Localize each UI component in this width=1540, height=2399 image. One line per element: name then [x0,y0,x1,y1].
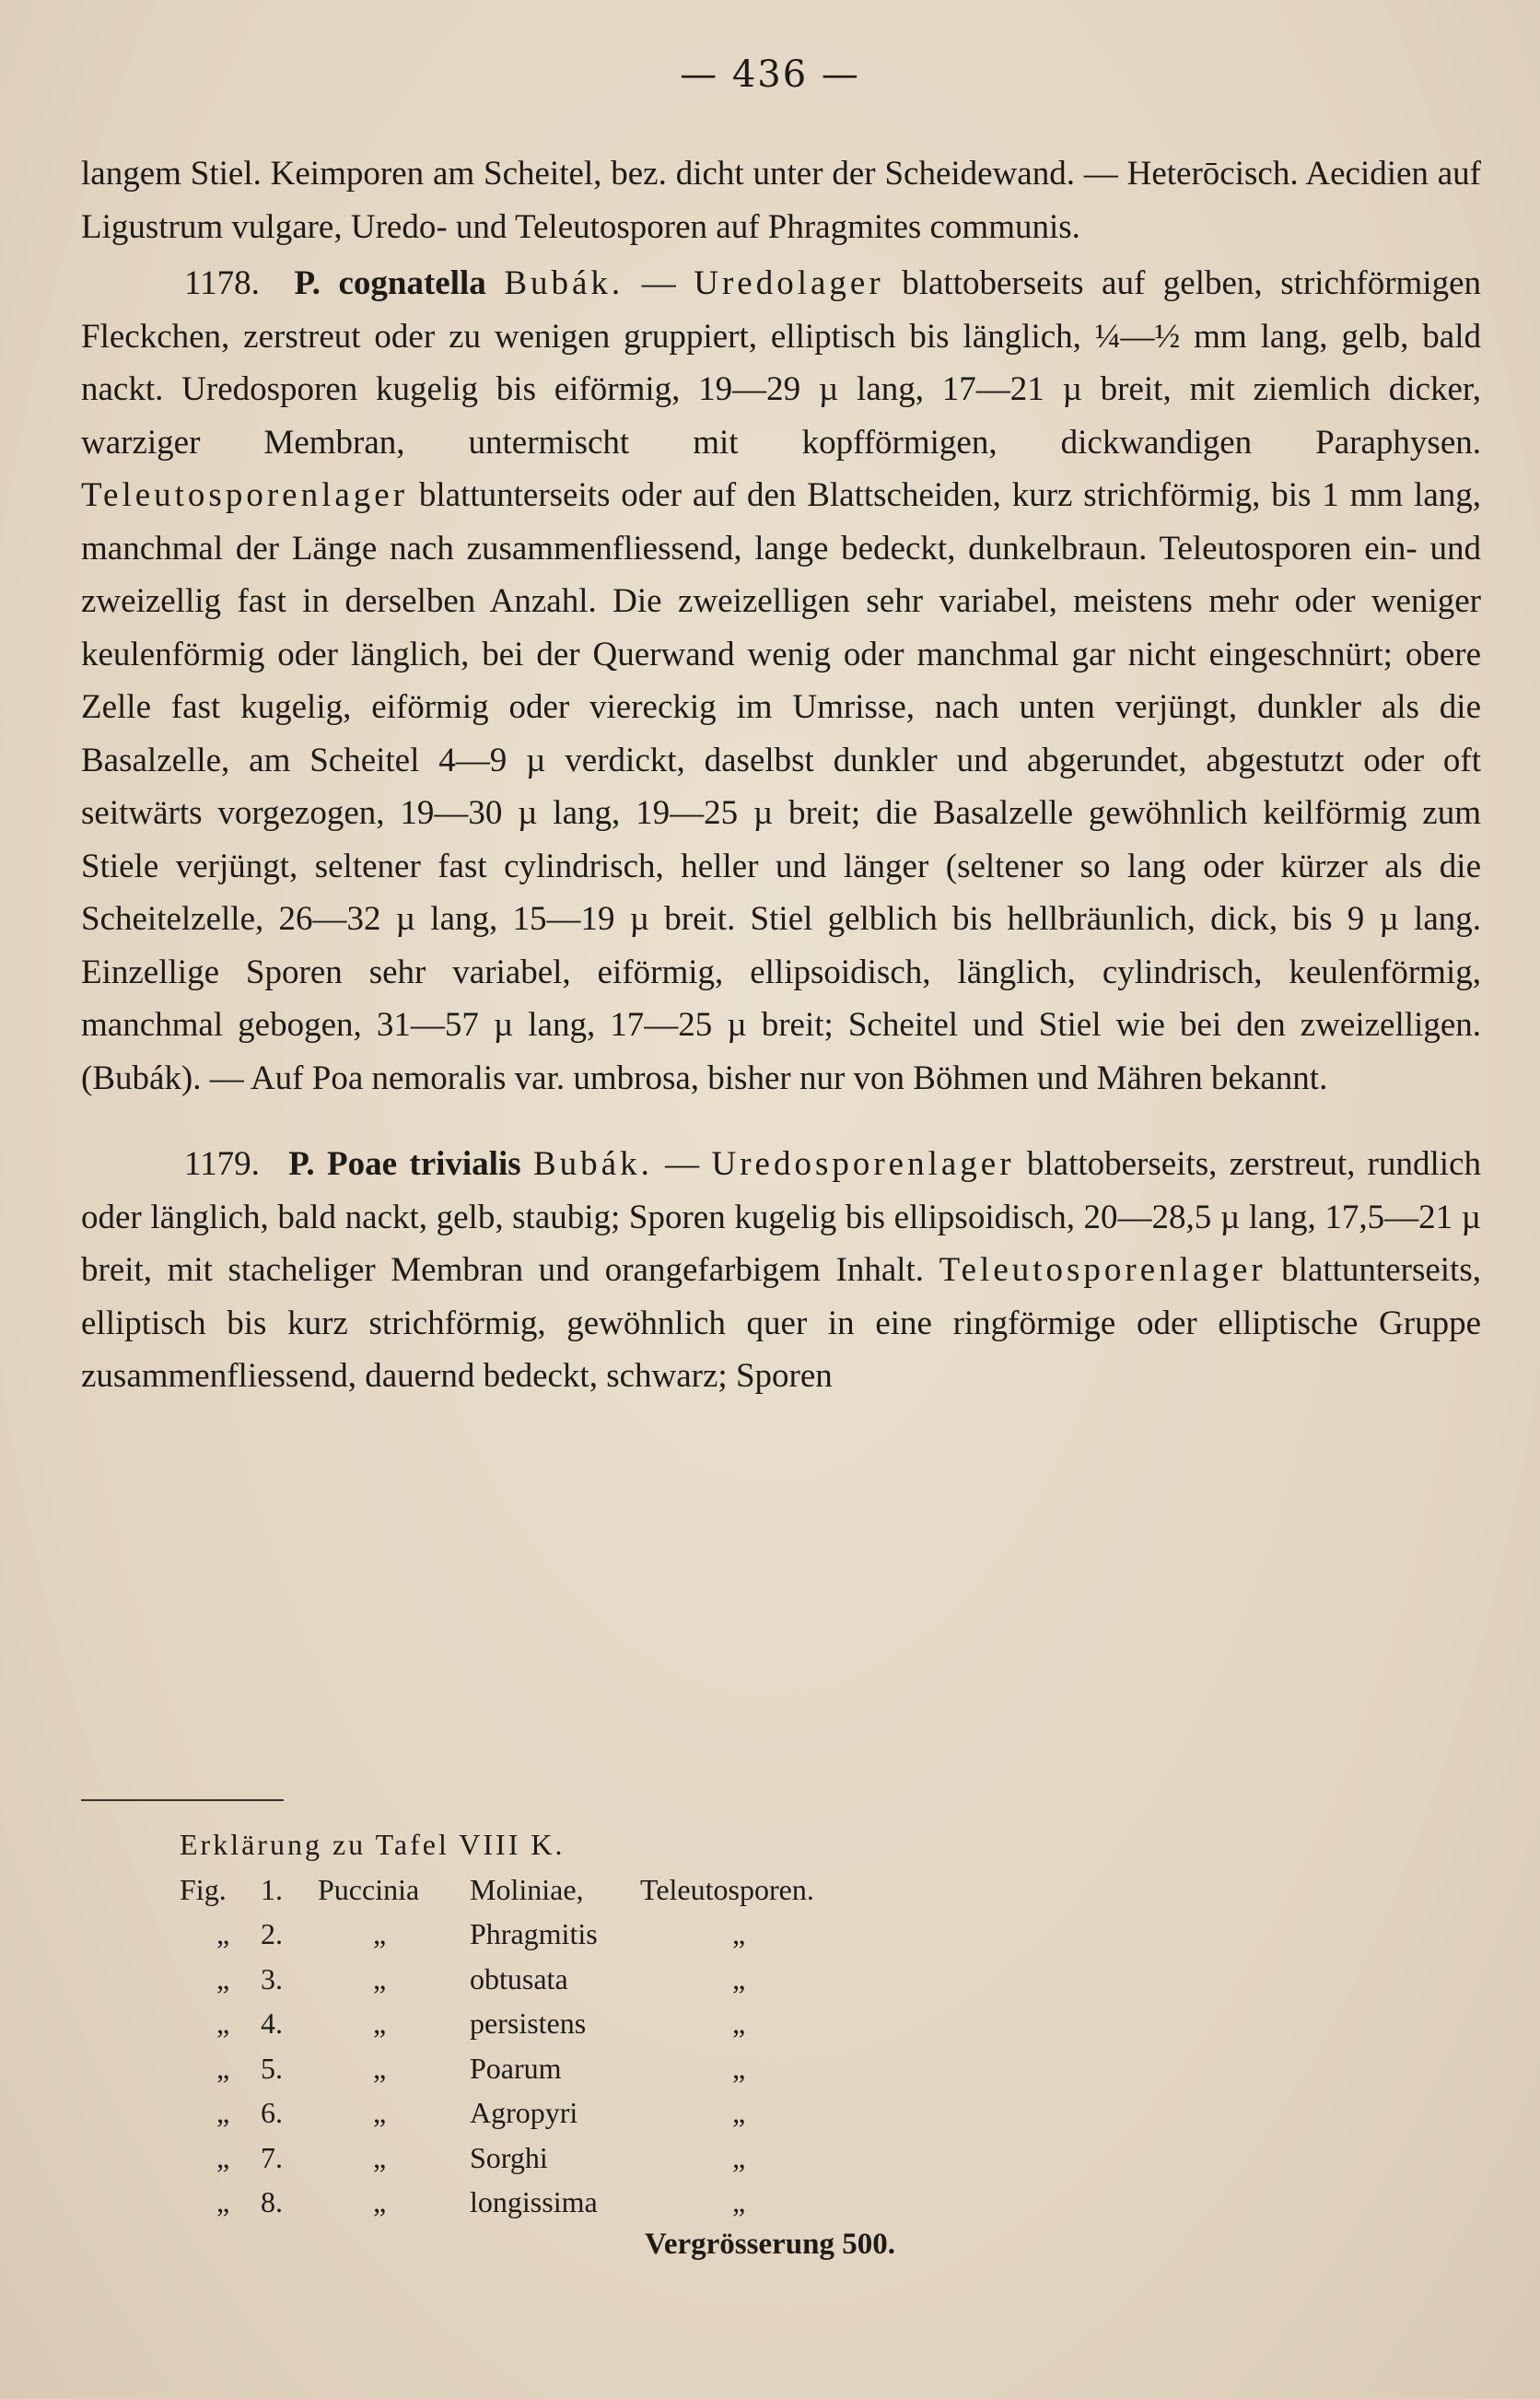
legend-cell-ditto2: „ [373,1961,387,1995]
legend-cell-genus: Puccinia [318,1872,420,1906]
legend-cell-fig: Fig. [180,1872,227,1906]
legend-cell-species: persistens [470,2007,587,2040]
legend-row [180,2136,1101,2181]
entry-text: — [624,264,694,302]
legend-cell-num: 8. [261,2185,283,2218]
legend-cell-num: 1. [261,1872,283,1906]
legend-cell-ditto3: „ [732,2185,746,2218]
legend-row [180,2046,1101,2091]
entry-number: 1178. [184,264,260,302]
entry-text: blattoberseits, zerstreut, rundlich oder länglich, bald nackt, gelb, staubig; Sporen kugelig bis ellipsoidisch, 20—28,5 µ lang, 17,5—21 µ breit, mit stacheliger Membran und orangefarbigem Inhalt. [81,1145,1481,1289]
entry-text: — [652,1145,712,1183]
genus-abbrev: P. [288,1145,315,1183]
legend-cell-ditto1: „ [216,2007,230,2040]
legend-cell-ditto3: „ [732,1961,746,1995]
legend-cell-num: 4. [261,2007,283,2040]
entry-text: blattoberseits auf gelben, strichförmigen Fleckchen, zerstreut oder zu wenigen gruppiert, elliptisch bis länglich, ¼—½ mm lang, gelb, bald nackt. Uredosporen kugelig bis eiförmig, 19—29 µ lang, 17—21 µ breit, mit ziemlich dicker, warziger Membran, untermischt mit kopfförmigen, dickwandigen Paraphysen. [81,264,1482,462]
legend-cell-ditto1: „ [216,1917,230,1950]
legend-cell-num: 7. [261,2140,283,2174]
legend-row [180,1867,1101,1913]
legend-row [180,2180,1101,2225]
author-name: Bubák. [532,1145,653,1183]
legend-cell-ditto1: „ [216,1961,230,1995]
body-text [81,147,1481,1403]
legend-cell-species: Moliniae, [470,1872,584,1906]
legend-cell-kind: Teleutosporen. [640,1872,814,1906]
species-name: Poae trivialis [327,1145,521,1183]
spaced-term: Uredolager [694,264,884,302]
legend-cell-ditto2: „ [373,2051,387,2085]
legend-row [180,2090,1101,2136]
footnote-divider [81,1799,284,1801]
legend-cell-ditto3: „ [732,1917,746,1950]
entry-text: blattunterseits oder auf den Blattscheiden, kurz strichförmig, bis 1 mm lang, manchmal der Länge nach zusammenfliessend, lange bedeckt, dunkelbraun. Teleutosporen ein- und zweizellig fast in derselben Anzahl. Die zweizelligen sehr variabel, meistens mehr oder weniger keulenförmig oder länglich, bei der Querwand wenig oder manchmal gar nicht eingeschnürt; obere Zelle fast kugelig, eiförmig oder viereckig im Umrisse, nach unten verjüngt, dunkler als die Basalzelle, am Scheitel 4—9 µ verdickt, daselbst dunkler und abgerundet, abgestutzt oder oft seitwärts vorgezogen, 19—30 µ lang, 19—25 µ breit; die Basalzelle gewöhnlich keilförmig zum Stiele verjüngt, seltener fast cylindrisch, heller und länger (seltener so lang oder kürzer als die Scheitelzelle, 26—32 µ lang, 15—19 µ breit. Stiel gelblich bis hellbräunlich, dick, bis 9 µ lang. Einzellige Sporen sehr variabel, eiförmig, ellipsoidisch, länglich, cylindrisch, keulenförmig, manchmal gebogen, 31—57 µ lang, 17—25 µ breit; Scheitel und Stiel wie bei den zweizelligen. (Bubák). — Auf Poa nemoralis var. umbrosa, bisher nur von Böhmen und Mähren bekannt. [81,476,1481,1097]
legend-cell-ditto2: „ [373,2096,387,2129]
legend-cell-num: 6. [261,2096,283,2129]
legend-cell-ditto2: „ [373,2007,387,2040]
legend-cell-ditto1: „ [216,2051,230,2085]
legend-row [180,2001,1101,2046]
genus-abbrev: P. [294,264,321,302]
entry-number: 1179. [184,1145,260,1183]
species-entry-1179 [81,1138,1481,1403]
legend-cell-ditto1: „ [216,2140,230,2174]
legend-cell-ditto2: „ [373,2185,387,2218]
legend-cell-ditto3: „ [732,2051,746,2085]
legend-cell-species: Agropyri [470,2096,578,2129]
magnification-note: Vergrösserung 500. [645,2228,895,2261]
legend-row [180,1957,1101,2002]
legend-row [180,1912,1101,1957]
page-number: — 436 — [680,53,860,96]
legend-cell-species: Poarum [470,2051,562,2085]
legend-cell-species: Phragmitis [470,1917,598,1950]
legend-cell-num: 3. [261,1961,283,1995]
legend-title: Erklärung zu Tafel VIII K. [180,1828,566,1861]
spaced-term: Teleutosporenlager [81,476,409,514]
species-entry-1178 [81,257,1481,1105]
author-name: Bubák. [504,264,624,302]
spaced-term: Teleutosporenlager [939,1251,1266,1289]
legend-cell-ditto3: „ [732,2096,746,2129]
legend-cell-ditto1: „ [216,2185,230,2218]
legend-cell-species: obtusata [470,1961,568,1995]
spaced-term: Uredosporenlager [711,1145,1015,1183]
legend-cell-num: 5. [261,2051,283,2085]
legend-cell-species: Sorghi [470,2140,548,2174]
legend-rows [180,1867,1101,2225]
plate-legend [180,1822,1101,2225]
continuation-paragraph: langem Stiel. Keimporen am Scheitel, bez. dicht unter der Scheidewand. — Heterōcisch. Aecidien auf Ligustrum vulgare, Uredo- und Teleutosporen auf Phragmites communis. [81,155,1481,246]
legend-cell-num: 2. [261,1917,283,1950]
species-name: cognatella [338,264,486,302]
legend-cell-ditto1: „ [216,2096,230,2129]
entry-text: blattunterseits, elliptisch bis kurz strichförmig, gewöhnlich quer in eine ringförmige oder elliptische Gruppe zusammenfliessend, dauernd bedeckt, schwarz; Sporen [81,1251,1481,1395]
legend-cell-ditto3: „ [732,2140,746,2174]
legend-cell-ditto2: „ [373,1917,387,1950]
legend-cell-ditto3: „ [732,2007,746,2040]
legend-cell-species: longissima [470,2185,598,2218]
legend-cell-ditto2: „ [373,2140,387,2174]
